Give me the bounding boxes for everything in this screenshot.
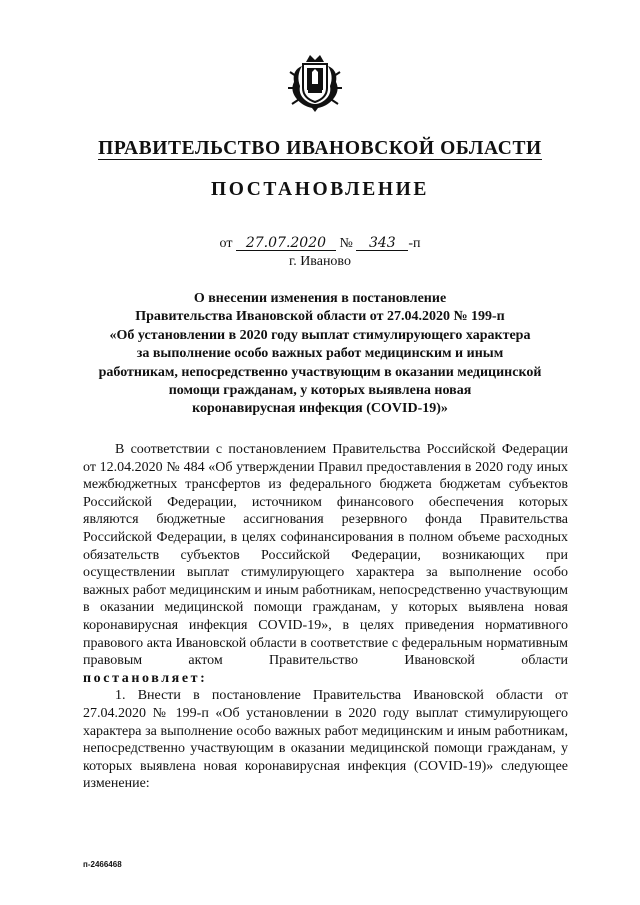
date-prefix: от — [219, 236, 233, 251]
number-suffix: -п — [408, 236, 421, 251]
number-prefix: № — [339, 236, 353, 251]
number-value: 343 — [356, 236, 408, 251]
date-number-line — [0, 236, 640, 252]
document-body — [83, 441, 568, 793]
subject-line: коронавирусная инфекция (COVID-19)» — [192, 401, 448, 417]
subject-line: «Об установлении в 2020 году выплат стимулирующего характера — [109, 327, 531, 343]
subject-line: работникам, непосредственно участвующим в оказании медицинской — [98, 364, 542, 380]
government-title — [0, 138, 640, 160]
coat-of-arms-icon — [286, 52, 344, 116]
decree-word-line — [83, 670, 568, 688]
subject-line: О внесении изменения в постановление — [193, 291, 447, 306]
subject-line: за выполнение особо важных работ медицинским и иным — [136, 346, 504, 362]
date-value: 27.07.2020 — [236, 236, 336, 251]
subject-line: помощи гражданам, у которых выявлена новая — [168, 383, 472, 399]
document-code: п-2466468 — [83, 860, 122, 869]
decree-word: постановляет: — [83, 670, 208, 686]
preamble-paragraph: В соответствии с постановлением Правительства Российской Федерации от 12.04.2020 № 484 «Об утверждении Правил предоставления в 2020 году иных межбюджетных трансфертов из федерального бюджета бюджетам субъектов Российской Федерации, источником финансового обеспечения которых являются бюджетные ассигнования резервного фонда Правительства Российской Федерации, в целях софинансирования в полном объеме расходных обязательств субъектов Российской Федерации, возникающих при осуществлении выплат стимулирующего характера за выполнение особо важных работ медицинским и иным работникам, непосредственно участвующим в оказании медицинской помощи гражданам, у которых выявлена новая коронавирусная инфекция COVID-19», в целях приведения нормативного правового акта Ивановской области в соответствие с федеральным нормативным правовым актом Правительство Ивановской области — [83, 442, 568, 669]
subject-line: Правительства Ивановской области от 27.04.2020 № 199-п — [135, 309, 505, 325]
government-name: ПРАВИТЕЛЬСТВО ИВАНОВСКОЙ ОБЛАСТИ — [98, 138, 542, 159]
item-1-paragraph: 1. Внести в постановление Правительства Ивановской области от 27.04.2020 № 199-п «Об установлении в 2020 году выплат стимулирующего характера за выполнение особо важных работ медицинским и иным работникам, непосредственно участвующим в оказании медицинской помощи гражданам, у которых выявлена новая коронавирусная инфекция (COVID-19)» следующее изменение: — [83, 688, 568, 792]
city: г. Иваново — [289, 254, 351, 269]
document-subject — [70, 290, 570, 419]
document-type: ПОСТАНОВЛЕНИЕ — [210, 179, 430, 200]
